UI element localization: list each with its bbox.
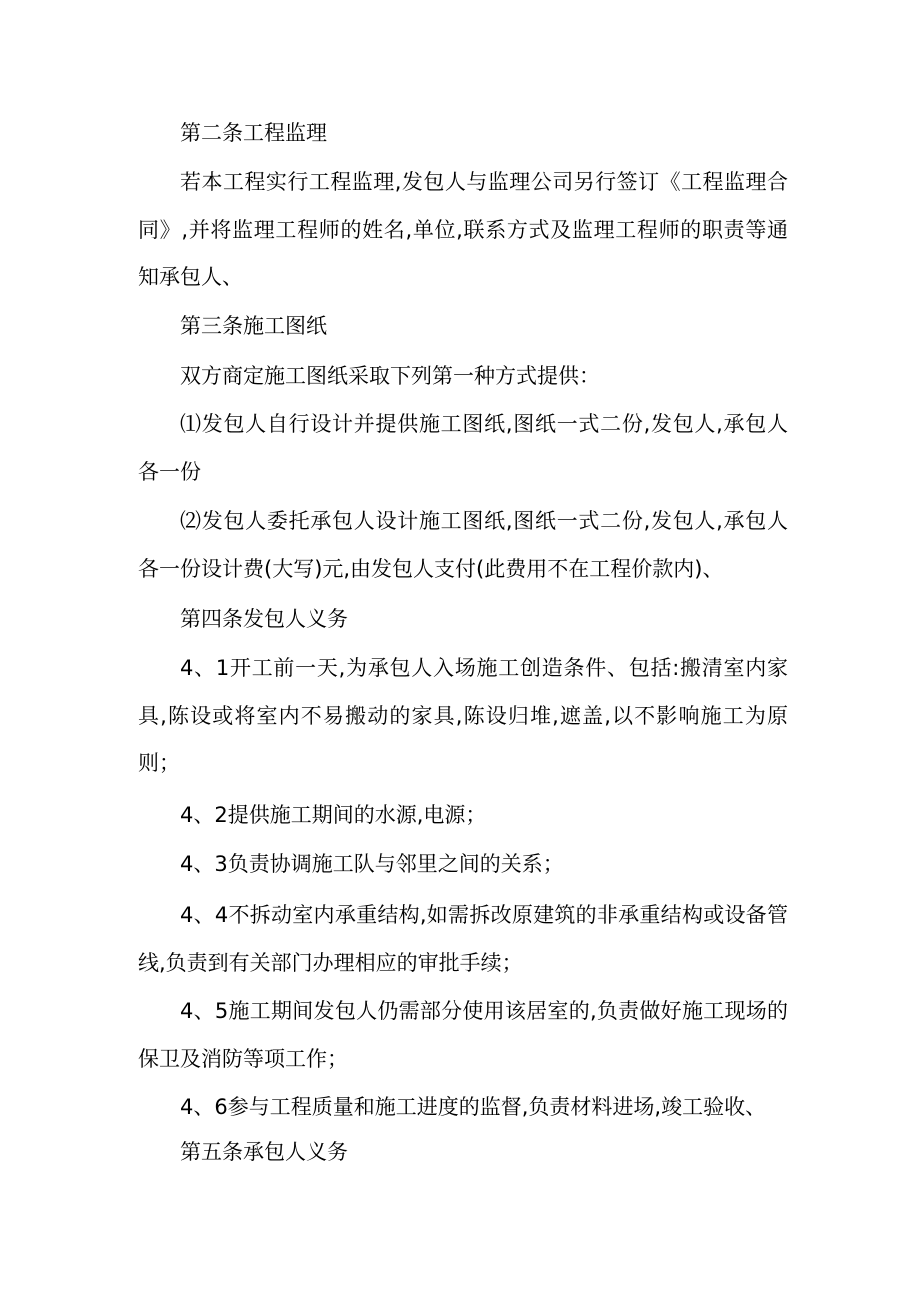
paragraph-article-4-title: 第四条发包人义务 [180,607,348,631]
paragraph-item-4-6: 4、6参与工程质量和施工进度的监督,负责材料进场,竣工验收、 [180,1095,767,1119]
paragraph-item-4-1: 4、1开工前一天,为承包人入场施工创造条件、包括:搬清室内家具,陈设或将室内不易搬动的家具,陈设归堆,遮盖,以不影响施工为原则； [138,656,788,775]
paragraph-item-4-2: 4、2提供施工期间的水源,电源； [180,803,487,827]
paragraph-article-2-body: 若本工程实行工程监理,发包人与监理公司另行签订《工程监理合同》,并将监理工程师的姓名,单位,联系方式及监理工程师的职责等通知承包人、 [138,170,788,289]
paragraph-item-4-4: 4、4不拆动室内承重结构,如需拆改原建筑的非承重结构或设备管线,负责到有关部门办理相应的审批手续； [138,903,788,975]
paragraph-article-2-title: 第二条工程监理 [180,121,327,145]
paragraph-option-2: ⑵发包人委托承包人设计施工图纸,图纸一式二份,发包人,承包人各一份设计费(大写)元,由发包人支付(此费用不在工程价款内)、 [138,509,788,581]
paragraph-article-3-body: 双方商定施工图纸采取下列第一种方式提供： [180,364,600,388]
paragraph-item-4-5: 4、5施工期间发包人仍需部分使用该居室的,负责做好施工现场的保卫及消防等项工作； [138,999,788,1071]
paragraph-option-1: ⑴发包人自行设计并提供施工图纸,图纸一式二份,发包人,承包人各一份 [138,412,788,484]
paragraph-article-3-title: 第三条施工图纸 [180,314,327,338]
paragraph-article-5-title: 第五条承包人义务 [180,1140,348,1164]
paragraph-item-4-3: 4、3负责协调施工队与邻里之间的关系； [180,852,564,876]
